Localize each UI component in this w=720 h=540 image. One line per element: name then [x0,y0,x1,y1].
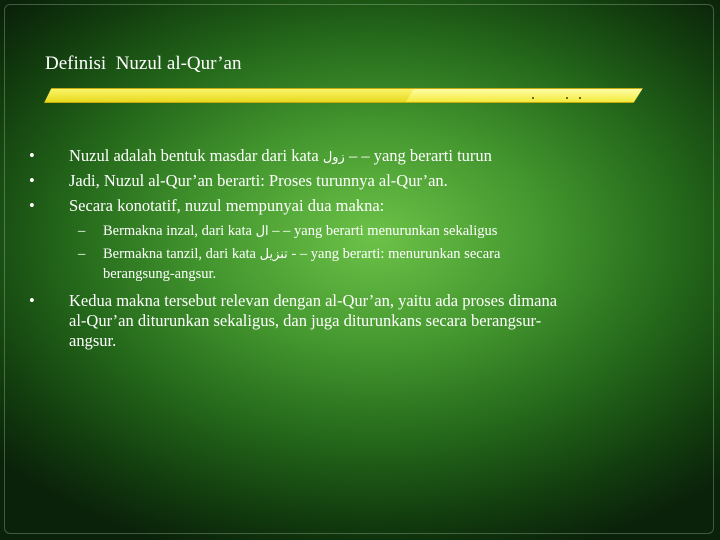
arabic-word: زول [322,150,345,165]
sub-bullet-text [103,246,500,263]
bullet-text: Jadi, Nuzul al-Qur’an berarti: Proses turunnya al-Qur’an. [69,171,448,190]
sub-bullet-text-prefix: Bermakna inzal, dari kata [103,223,256,239]
sub-bullet-dashes: - – [287,246,311,262]
bullet-marker: • [29,171,35,190]
bullet-line: al-Qur’an diturunkan sekaligus, dan juga diturunkans secara berangsur- [69,311,542,330]
sub-bullet-text-prefix: Bermakna tanzil, dari kata [103,246,260,262]
bullet-marker: • [29,291,35,310]
bullet-marker: • [29,196,35,215]
bullet-text-multiline [69,291,557,351]
bullet-text-suffix: yang berarti turun [373,146,492,165]
bullet-line: angsur. [69,331,117,350]
bullet-marker: • [29,146,35,165]
arabic-word: ال [255,224,269,239]
sub-bullet-marker: – [78,223,86,239]
sub-bullet-text-suffix: yang berarti menurunkan sekaligus [294,223,498,239]
sub-bullet-marker: – [78,246,86,262]
sub-bullet-dashes: – – [268,223,295,239]
sub-bullet-continuation: berangsung-angsur. [103,266,217,282]
arabic-word: تنزيل [259,247,288,262]
slide-title: Definisi Nuzul al-Qur’an [45,53,242,74]
bullet-line: Kedua makna tersebut relevan dengan al-Qur’an, yaitu ada proses dimana [69,291,558,310]
bullet-text [69,146,492,166]
sub-bullet-text-suffix: yang berarti: menurunkan secara [310,246,501,262]
sub-bullet-text [103,223,497,240]
bullet-dashes: – – [344,146,374,165]
bullet-text: Secara konotatif, nuzul mempunyai dua makna: [69,196,385,215]
bullet-text-prefix: Nuzul adalah bentuk masdar dari kata [69,146,323,165]
